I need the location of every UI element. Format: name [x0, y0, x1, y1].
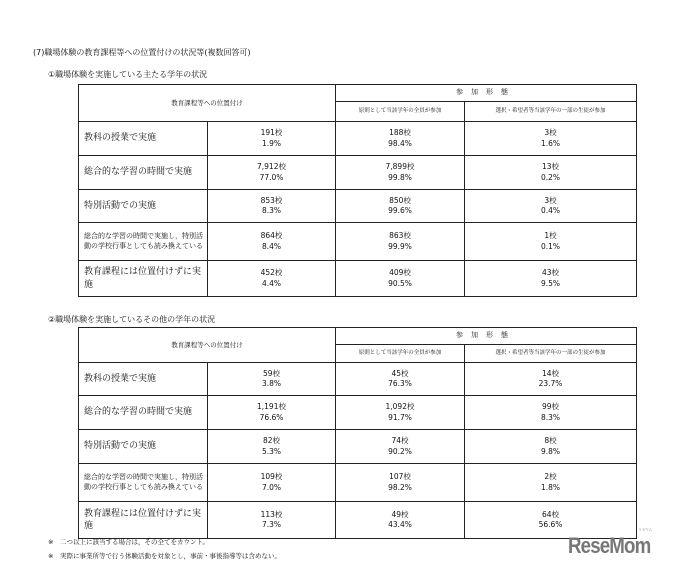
cell-all [336, 430, 465, 464]
percent: 23.7% [538, 379, 563, 388]
cell-total [208, 502, 336, 539]
percent: 90.5% [388, 278, 412, 288]
count: 113校 [260, 509, 283, 519]
cell-total [208, 464, 336, 502]
count: 107校 [389, 472, 411, 482]
cell-some [465, 223, 637, 261]
cell-some [465, 190, 637, 223]
table-row [79, 464, 637, 502]
table-row [79, 122, 637, 156]
header-participation: 参加形態 [336, 328, 637, 345]
header-all: 原則として当該学年の全員が参加 [336, 102, 465, 122]
count: 59校 [262, 368, 281, 378]
count: 7,912校 [257, 162, 286, 172]
cell-all [336, 122, 465, 156]
cell-all [336, 502, 465, 539]
count: 3校 [544, 195, 557, 205]
cell-total [208, 156, 336, 190]
count: 3校 [544, 128, 557, 138]
percent: 56.6% [538, 520, 563, 529]
count: 1,191校 [257, 402, 286, 412]
header-some: 選択・希望者等当該学年の一部の生徒が参加 [465, 102, 637, 122]
table-row [79, 190, 637, 223]
percent: 76.3% [388, 379, 412, 388]
percent: 98.4% [388, 138, 412, 148]
header-position: 教育課程等への位置付け [79, 328, 336, 363]
table-subtitle: ①職場体験を実施している主たる学年の状況 [48, 70, 208, 79]
percent: 99.9% [388, 241, 412, 251]
row-label: 特別活動での実施 [79, 430, 208, 464]
percent: 91.7% [388, 412, 412, 422]
percent: 5.3% [261, 446, 282, 456]
count: 864校 [260, 231, 283, 241]
count: 13校 [541, 162, 560, 172]
cell-total [208, 363, 336, 396]
note: ※ 二つ以上に該当する場合は，その全てをカウント。 [48, 538, 209, 546]
count: 8校 [544, 436, 557, 446]
count: 64校 [541, 509, 560, 519]
header-participation: 参加形態 [336, 85, 637, 102]
count: 45校 [391, 368, 409, 378]
percent: 77.0% [259, 172, 284, 182]
cell-total [208, 430, 336, 464]
cell-all [336, 363, 465, 396]
table-row [79, 396, 637, 430]
percent: 1.9% [261, 138, 282, 148]
count: 99校 [541, 402, 560, 412]
status-table [78, 84, 637, 297]
cell-total [208, 122, 336, 156]
count: 2校 [544, 472, 557, 482]
percent: 99.6% [388, 206, 412, 215]
percent: 8.3% [261, 206, 282, 215]
table-row [79, 261, 637, 297]
cell-all [336, 396, 465, 430]
cell-some [465, 261, 637, 297]
percent: 43.4% [388, 520, 412, 529]
percent: 8.4% [261, 241, 282, 251]
row-label: 教育課程には位置付けずに実施 [79, 502, 208, 539]
cell-some [465, 122, 637, 156]
percent: 0.4% [540, 206, 561, 215]
count: 191校 [260, 128, 283, 138]
count: 109校 [260, 472, 283, 482]
count: 853校 [260, 195, 283, 205]
cell-all [336, 190, 465, 223]
row-label: 特別活動での実施 [79, 190, 208, 223]
table-row [79, 430, 637, 464]
row-label: 総合的な学習の時間で実施し，特別活動の学校行事としても読み換えている [79, 223, 208, 261]
count: 850校 [389, 195, 411, 205]
count: 1,092校 [385, 402, 415, 412]
percent: 90.2% [388, 446, 412, 456]
count: 1校 [544, 231, 557, 241]
cell-total [208, 261, 336, 297]
table-row [79, 363, 637, 396]
row-label: 教科の授業で実施 [79, 363, 208, 396]
count: 43校 [541, 268, 560, 278]
count: 188校 [389, 128, 411, 138]
percent: 1.6% [540, 138, 561, 148]
percent: 99.8% [388, 172, 412, 182]
logo-text: ReseMom [568, 533, 651, 558]
logo-ruby: リセマム [638, 527, 653, 532]
percent: 9.5% [540, 278, 561, 288]
cell-some [465, 430, 637, 464]
header-some: 選択・希望者等当該学年の一部の生徒が参加 [465, 345, 637, 363]
count: 409校 [389, 268, 411, 278]
count: 452校 [260, 268, 283, 278]
percent: 7.3% [261, 520, 282, 529]
percent: 76.6% [259, 412, 284, 422]
cell-total [208, 190, 336, 223]
cell-all [336, 464, 465, 502]
count: 74校 [391, 436, 409, 446]
count: 863校 [389, 231, 411, 241]
percent: 4.4% [261, 278, 282, 288]
row-label: 総合的な学習の時間で実施 [79, 156, 208, 190]
count: 49校 [391, 509, 409, 519]
percent: 8.3% [540, 412, 561, 422]
table-row [79, 502, 637, 539]
count: 82校 [262, 436, 281, 446]
table-row [79, 156, 637, 190]
percent: 7.0% [261, 482, 282, 492]
table-subtitle: ②職場体験を実施しているその他の学年の状況 [48, 315, 216, 324]
row-label: 総合的な学習の時間で実施し，特別活動の学校行事としても読み換えている [79, 464, 208, 502]
cell-all [336, 261, 465, 297]
cell-all [336, 156, 465, 190]
percent: 0.1% [540, 241, 561, 251]
percent: 98.2% [388, 482, 412, 492]
row-label: 教育課程には位置付けずに実施 [79, 261, 208, 297]
resemom-logo [568, 527, 653, 559]
percent: 0.2% [540, 172, 561, 182]
header-all: 原則として当該学年の全員が参加 [336, 345, 465, 363]
row-label: 教科の授業で実施 [79, 122, 208, 156]
count: 7,899校 [385, 162, 415, 172]
cell-all [336, 223, 465, 261]
cell-some [465, 396, 637, 430]
count: 14校 [541, 368, 560, 378]
cell-some [465, 464, 637, 502]
percent: 3.8% [261, 379, 282, 388]
status-table [78, 327, 637, 539]
cell-some [465, 363, 637, 396]
header-position: 教育課程等への位置付け [79, 85, 336, 122]
percent: 1.8% [540, 482, 561, 492]
cell-total [208, 396, 336, 430]
cell-total [208, 223, 336, 261]
cell-some [465, 156, 637, 190]
table-row [79, 223, 637, 261]
section-title: (7)職場体験の教育課程等への位置付けの状況等(複数回答可) [33, 48, 251, 57]
note: ※ 実際に事業所等で行う体験活動を対象とし，事前・事後指導等は含めない。 [48, 552, 281, 560]
row-label: 総合的な学習の時間で実施 [79, 396, 208, 430]
percent: 9.8% [540, 446, 561, 456]
